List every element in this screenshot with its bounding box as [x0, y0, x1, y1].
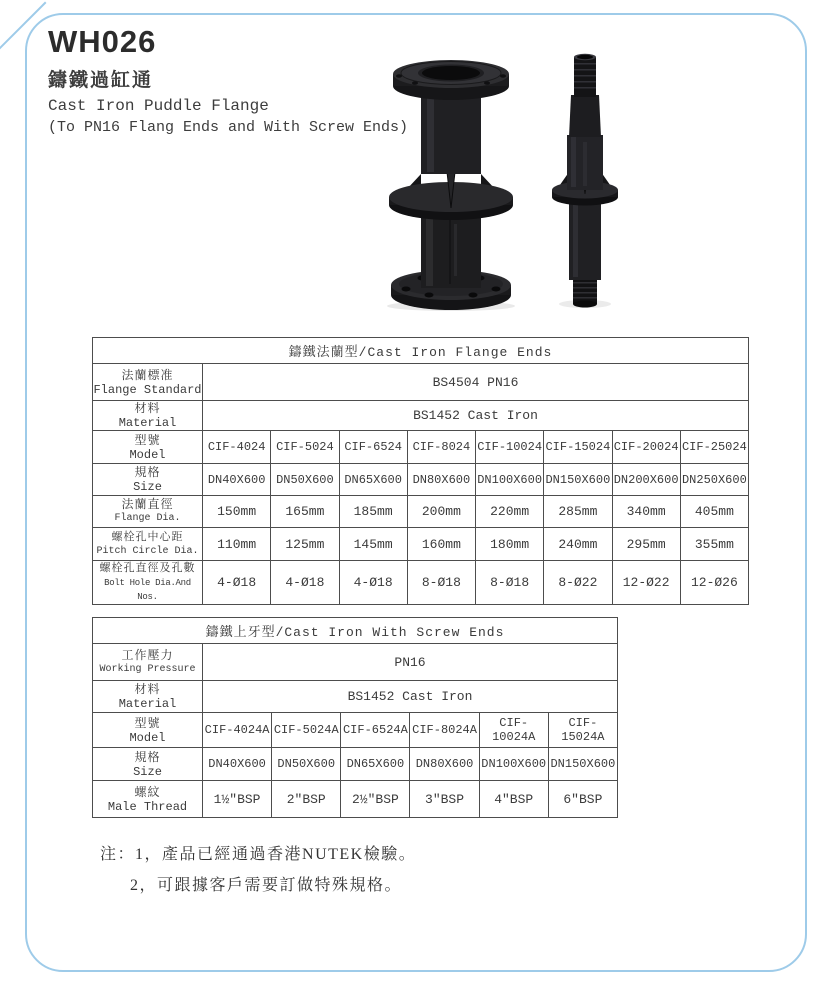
cell: 8-Ø22 [544, 561, 612, 605]
cell: CIF-6524 [339, 431, 407, 464]
cell: DN80X600 [407, 464, 475, 496]
flange-ends-illustration [383, 48, 520, 314]
cell: CIF-10024A [479, 713, 548, 748]
cell: 165mm [271, 496, 339, 528]
row-label-flange-dia: 法蘭直徑 Flange Dia. [93, 496, 203, 528]
cell: DN150X600 [548, 748, 617, 781]
cell: CIF-5024A [272, 713, 341, 748]
cell: 185mm [339, 496, 407, 528]
row-label-material: 材料 Material [93, 401, 203, 431]
row-label-bolt-hole: 螺栓孔直徑及孔數 Bolt Hole Dia.And Nos. [93, 561, 203, 605]
header [48, 24, 408, 136]
cell: 180mm [476, 528, 544, 561]
cell: DN65X600 [341, 748, 410, 781]
row-label-size: 規格 Size [93, 464, 203, 496]
flange-table-title: 鑄鐵法蘭型/Cast Iron Flange Ends [93, 338, 749, 364]
material-value: BS1452 Cast Iron [203, 681, 618, 713]
cell: 220mm [476, 496, 544, 528]
cell: DN100X600 [479, 748, 548, 781]
cell: 110mm [203, 528, 271, 561]
cell: 405mm [680, 496, 748, 528]
product-photo-flange-ends [383, 48, 520, 319]
cell: DN65X600 [339, 464, 407, 496]
cell: CIF-15024A [548, 713, 617, 748]
cell: DN250X600 [680, 464, 748, 496]
screw-ends-table [92, 617, 618, 818]
cell: CIF-10024 [476, 431, 544, 464]
note-1-text: 1，產品已經通過香港NUTEK檢驗。 [135, 846, 417, 863]
row-label-material: 材料 Material [93, 681, 203, 713]
cell: DN40X600 [203, 464, 271, 496]
row-label-pitch-circle: 螺栓孔中心距 Pitch Circle Dia. [93, 528, 203, 561]
cell: DN50X600 [272, 748, 341, 781]
row-label-model: 型號 Model [93, 713, 203, 748]
cell: CIF-4024A [203, 713, 272, 748]
cell: 8-Ø18 [476, 561, 544, 605]
cell: 355mm [680, 528, 748, 561]
cell: 2″BSP [272, 781, 341, 818]
cell: 150mm [203, 496, 271, 528]
cell: 3″BSP [410, 781, 479, 818]
cell: CIF-15024 [544, 431, 612, 464]
row-label-flange-standard: 法蘭標准 Flange Standard [93, 364, 203, 401]
working-pressure-value: PN16 [203, 644, 618, 681]
note-2 [130, 876, 416, 896]
cell: 12-Ø22 [612, 561, 680, 605]
cell: DN150X600 [544, 464, 612, 496]
cell: 4″BSP [479, 781, 548, 818]
product-code: WH026 [48, 24, 157, 59]
cell: 295mm [612, 528, 680, 561]
cell: CIF-5024 [271, 431, 339, 464]
product-subtitle: (To PN16 Flang Ends and With Screw Ends) [48, 119, 409, 136]
cell: 200mm [407, 496, 475, 528]
cell: CIF-4024 [203, 431, 271, 464]
product-photo-screw-ends [545, 52, 625, 315]
note-prefix: 注： [100, 846, 136, 863]
product-title-zh: 鑄鐵過缸通 [48, 70, 154, 91]
row-label-working-pressure: 工作壓力 Working Pressure [93, 644, 203, 681]
cell: 285mm [544, 496, 612, 528]
cell: CIF-8024A [410, 713, 479, 748]
cell: DN50X600 [271, 464, 339, 496]
row-label-male-thread: 螺紋 Male Thread [93, 781, 203, 818]
cell: 145mm [339, 528, 407, 561]
cell: 12-Ø26 [680, 561, 748, 605]
screw-ends-illustration [545, 52, 625, 310]
cell: CIF-25024 [680, 431, 748, 464]
cell: 1½″BSP [203, 781, 272, 818]
cell: DN80X600 [410, 748, 479, 781]
cell: DN200X600 [612, 464, 680, 496]
cell: 2½″BSP [341, 781, 410, 818]
cell: CIF-6524A [341, 713, 410, 748]
cell: 4-Ø18 [339, 561, 407, 605]
cell: 6″BSP [548, 781, 617, 818]
cell: 8-Ø18 [407, 561, 475, 605]
note-1 [100, 845, 416, 865]
note-2-text: 2，可跟據客戶需要訂做特殊規格。 [130, 877, 403, 894]
row-label-model: 型號 Model [93, 431, 203, 464]
cell: 340mm [612, 496, 680, 528]
screw-table-title: 鑄鐵上牙型/Cast Iron With Screw Ends [93, 618, 618, 644]
cell: 4-Ø18 [271, 561, 339, 605]
cell: CIF-8024 [407, 431, 475, 464]
cell: CIF-20024 [612, 431, 680, 464]
cell: 160mm [407, 528, 475, 561]
material-value: BS1452 Cast Iron [203, 401, 749, 431]
cell: 125mm [271, 528, 339, 561]
flange-standard-value: BS4504 PN16 [203, 364, 749, 401]
notes [100, 845, 416, 896]
flange-ends-table [92, 337, 749, 605]
cell: 4-Ø18 [203, 561, 271, 605]
cell: 240mm [544, 528, 612, 561]
cell: DN100X600 [476, 464, 544, 496]
product-title-en: Cast Iron Puddle Flange [48, 97, 269, 115]
row-label-size: 規格 Size [93, 748, 203, 781]
cell: DN40X600 [203, 748, 272, 781]
